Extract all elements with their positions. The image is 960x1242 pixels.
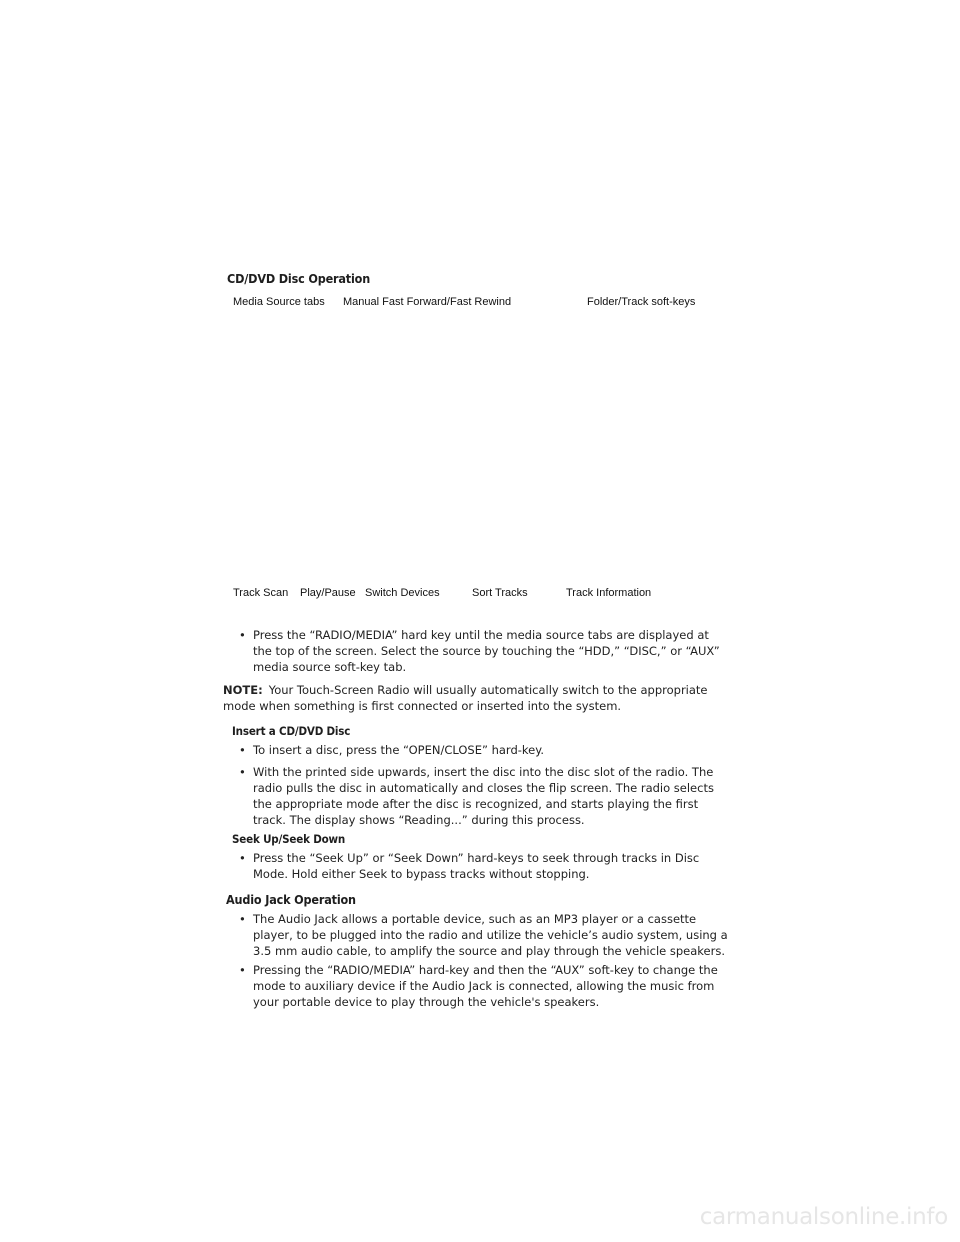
section-title: CD/DVD Disc Operation [227,271,371,286]
bullet-text: With the printed side upwards, insert the disc into the disc slot of the radio. The radio pulls the disc in automatically and closes the flip screen. The radio selects the appropriate mode after the disc is recognized, and starts playing the first track. The display shows “Reading...” during this process. [253,765,714,827]
caption-folder-track-soft-keys: Folder/Track soft-keys [587,296,696,308]
list-item [239,742,731,758]
bullet-icon: • [239,743,246,757]
bullet-icon: • [239,851,246,865]
watermark-text: carmanualsonline.info [699,1204,948,1230]
bullet-icon: • [239,628,246,642]
subheading-seek: Seek Up/Seek Down [232,832,346,846]
list-item [239,962,731,1010]
caption-switch-devices: Switch Devices [365,587,440,599]
list-item [239,850,731,882]
caption-track-scan: Track Scan [233,587,289,599]
list-item [239,627,731,675]
caption-media-source-tabs: Media Source tabs [233,296,325,308]
section-title-audio-jack: Audio Jack Operation [226,892,356,907]
radio-screen-figure [228,290,698,604]
list-item [239,911,731,959]
bullet-icon: • [239,765,246,779]
note [223,682,717,714]
note-label: NOTE: [223,683,263,697]
caption-sort-tracks: Sort Tracks [472,587,528,599]
subheading-insert-disc: Insert a CD/DVD Disc [232,724,351,738]
bullet-text: The Audio Jack allows a portable device, such as an MP3 player or a cassette player, to be plugged into the radio and utilize the vehicle’s audio system, using a 3.5 mm audio cable, to amplify the source and play through the vehicle speakers. [253,912,728,958]
bullet-icon: • [239,963,246,977]
bullet-text: Pressing the “RADIO/MEDIA” hard-key and then the “AUX” soft-key to change the mode to auxiliary device if the Audio Jack is connected, allowing the music from your portable device to play through the vehicle's speakers. [253,963,718,1009]
note-text: Your Touch-Screen Radio will usually automatically switch to the appropriate mode when something is first connected or inserted into the system. [223,683,708,713]
bullet-text: Press the “RADIO/MEDIA” hard key until the media source tabs are displayed at the top of the screen. Select the source by touching the “HDD,” “DISC,” or “AUX” media source soft-key tab. [253,628,720,674]
bullet-text: To insert a disc, press the “OPEN/CLOSE” hard-key. [253,743,545,757]
list-item [239,764,731,828]
bullet-icon: • [239,912,246,926]
caption-track-information: Track Information [566,587,652,599]
caption-play-pause: Play/Pause [300,587,356,599]
caption-manual-fast-forward-rewind: Manual Fast Forward/Fast Rewind [343,296,512,308]
bullet-text: Press the “Seek Up” or “Seek Down” hard-keys to seek through tracks in Disc Mode. Hold either Seek to bypass tracks without stopping. [253,851,700,881]
